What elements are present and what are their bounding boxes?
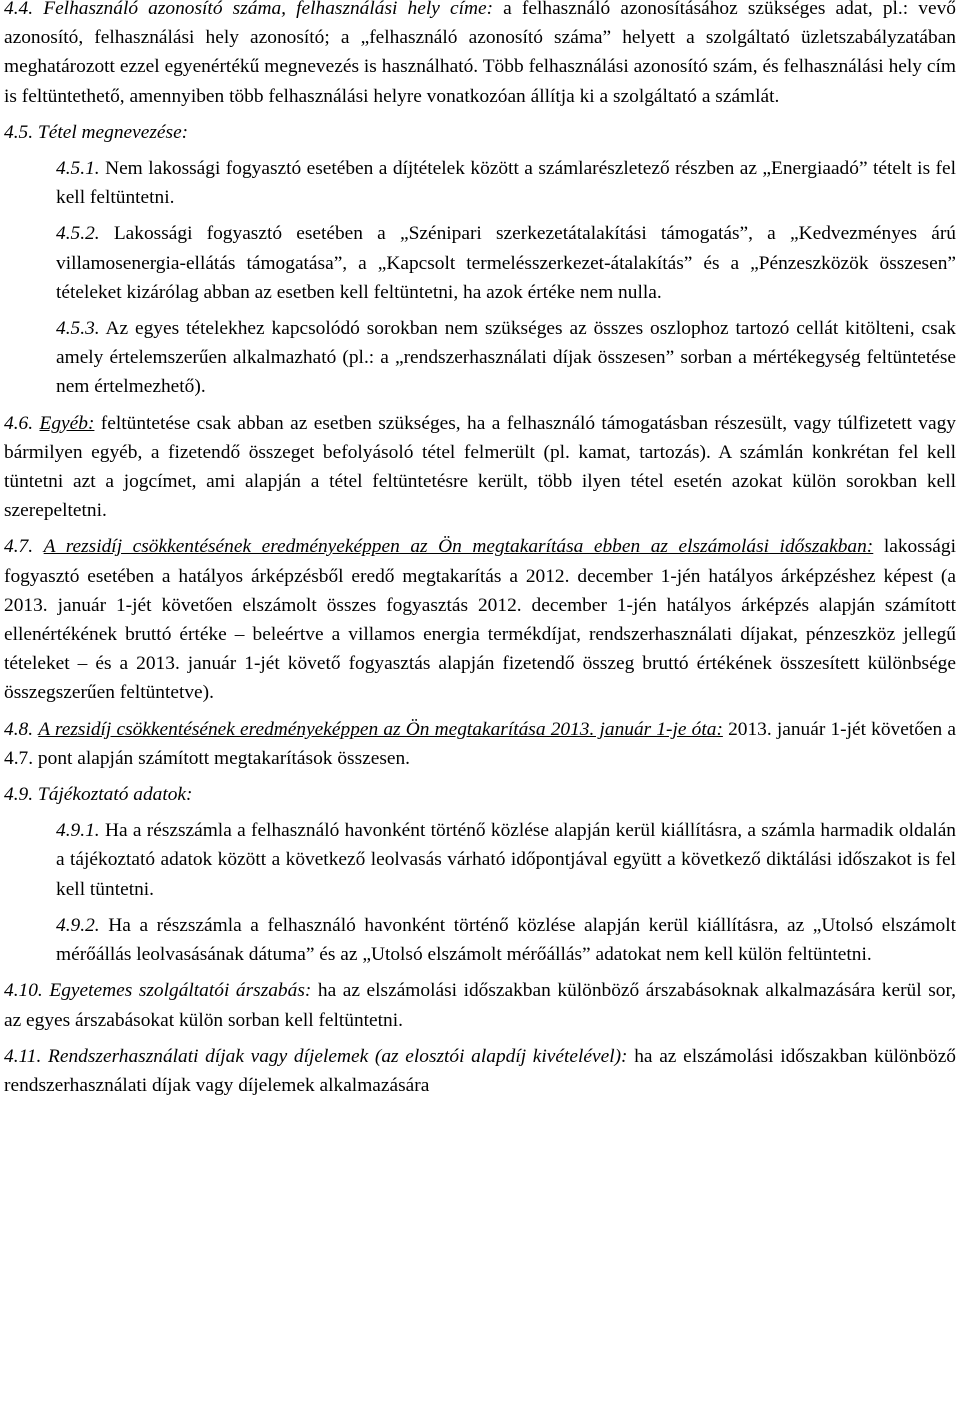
section-4-5-3 <box>4 314 956 402</box>
section-4-5-2-text: Lakossági fogyasztó esetében a „Szénipari szerkezetátalakítási támogatás”, a „Kedvezményes árú villamosenergia-ellátás támogatása”, a „Kapcsolt termelésszerkezet-átalakítás” és a „Pénzeszközök összesen” tételeket kizárólag abban az esetben kell feltüntetni, ha azok értéke nem nulla. <box>56 223 956 303</box>
section-4-11-text: ha az elszámolási időszakban különböző rendszerhasználati díjak vagy díjelemek alkalmazására <box>4 1045 956 1096</box>
section-4-7-text: lakossági fogyasztó esetében a hatályos árképzésből eredő megtakarítás a 2012. december 1-jén hatályos árképzéshez képest (a 2013. január 1-jét követően elszámolt összes fogyasztás 2012. december 1-jén hatályos árképzés alapján számított ellenértékének bruttó értéke – beleértve a villamos energia termékdíjat, rendszerhasználati díjakat, pénzeszköz jellegű tételeket – és a 2013. január 1-jét követő fogyasztás alapján fizetendő összeg bruttó értékének összesített különbsége összegszerűen feltüntetve). <box>4 536 956 704</box>
section-4-6 <box>4 409 956 526</box>
section-4-7-number: 4.7. <box>4 536 34 558</box>
section-4-9-2 <box>4 911 956 969</box>
section-4-6-title: Egyéb: <box>39 412 95 434</box>
section-4-4-title: Felhasználó azonosító száma, felhasználási hely címe: <box>43 0 494 19</box>
section-4-11 <box>4 1042 956 1100</box>
section-4-8 <box>4 715 956 773</box>
section-4-5-heading: 4.5. Tétel megnevezése: <box>4 121 189 143</box>
section-4-6-number: 4.6. <box>4 412 34 434</box>
section-4-10 <box>4 976 956 1034</box>
section-4-4-text: a felhasználó azonosításához szükséges adat, pl.: vevő azonosító, felhasználási hely azonosító; a „felhasználó azonosító száma” helyett a szolgáltató üzletszabályzatában meghatározott ezzel egyenértékű megnevezés is használható. Több felhasználási azonosító szám, és felhasználási hely cím is feltüntethető, amennyiben több felhasználási helyre vonatkozóan állítja ki a szolgáltató a számlát. <box>4 0 956 107</box>
section-4-5-1-number: 4.5.1. <box>56 158 100 180</box>
section-4-10-title: Egyetemes szolgáltatói árszabás: <box>49 980 312 1002</box>
section-4-11-number: 4.11. <box>4 1045 42 1067</box>
section-4-8-number: 4.8. <box>4 718 34 740</box>
section-4-10-text: ha az elszámolási időszakban különböző árszabásoknak alkalmazására kerül sor, az egyes árszabásokat külön sorban kell feltüntetni. <box>4 980 956 1031</box>
section-4-11-title: Rendszerhasználati díjak vagy díjelemek (az elosztói alapdíj kivételével): <box>48 1045 628 1067</box>
section-4-4 <box>4 0 956 111</box>
section-4-9-2-number: 4.9.2. <box>56 914 100 936</box>
section-4-5-2 <box>4 219 956 307</box>
section-4-8-text: 2013. január 1-jét követően a 4.7. pont alapján számított megtakarítások összesen. <box>4 718 956 769</box>
section-4-9-heading: 4.9. Tájékoztató adatok: <box>4 784 193 806</box>
section-4-5-1-text: Nem lakossági fogyasztó esetében a díjtételek között a számlarészletező részben az „Energiaadó” tételt is fel kell feltüntetni. <box>56 158 956 209</box>
section-4-5-3-number: 4.5.3. <box>56 318 100 340</box>
section-4-7 <box>4 532 956 707</box>
section-4-4-number: 4.4. <box>4 0 34 19</box>
section-4-10-number: 4.10. <box>4 980 43 1002</box>
section-4-6-text: feltüntetése csak abban az esetben szükséges, ha a felhasználó támogatásban részesült, vagy túlfizetett vagy bármilyen egyéb, a fizetendő összeget befolyásoló tétel felmerült (pl. kamat, tartozás). A számlán konkrétan fel kell tüntetni azt a jogcímet, ami alapján a tétel feltüntetésre került, több ilyen tétel esetén azokat külön sorokban kell szerepeltetni. <box>4 412 956 522</box>
section-4-7-title: A rezsidíj csökkentésének eredményeképpen az Ön megtakarítása ebben az elszámolási időszakban: <box>43 536 874 558</box>
section-4-5-3-text: Az egyes tételekhez kapcsolódó sorokban nem szükséges az összes oszlophoz tartozó cellát kitölteni, csak amely értelemszerűen alkalmazható (pl.: a „rendszerhasználati díjak összesen” sorban a mértékegység feltüntetése nem értelmezhető). <box>56 318 956 398</box>
section-4-9-1 <box>4 816 956 904</box>
section-4-9-1-number: 4.9.1. <box>56 820 100 842</box>
section-4-5-2-number: 4.5.2. <box>56 223 100 245</box>
section-4-9-1-text: Ha a részszámla a felhasználó havonként történő közlése alapján kerül kiállításra, a számla harmadik oldalán a tájékoztató adatok között a következő leolvasás várható időpontjával együtt a következő diktálási időszakot is fel kell tüntetni. <box>56 820 956 900</box>
section-4-8-title: A rezsidíj csökkentésének eredményeképpen az Ön megtakarítása 2013. január 1-je óta: <box>38 718 723 740</box>
section-4-5-1 <box>4 154 956 212</box>
section-4-9-2-text: Ha a részszámla a felhasználó havonként történő közlése alapján kerül kiállításra, az „Utolsó elszámolt mérőállás leolvasásának dátuma” és az „Utolsó elszámolt mérőállás” adatokat nem kell külön feltüntetni. <box>56 914 956 966</box>
document-page <box>4 0 956 1100</box>
